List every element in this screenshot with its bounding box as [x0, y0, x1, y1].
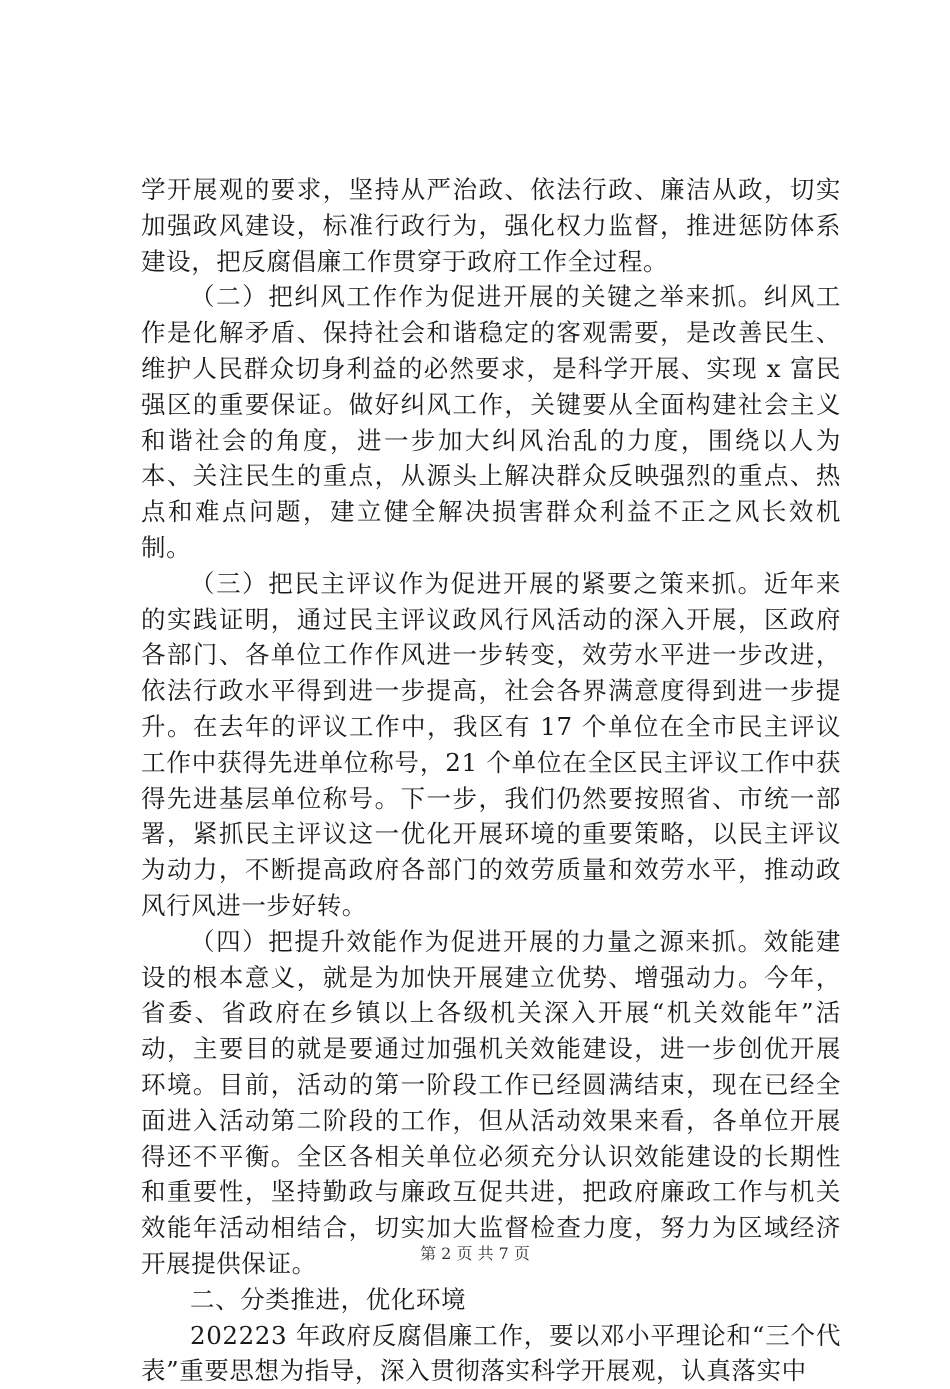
page-number-label: 第 2 页 共 7 页	[420, 1243, 530, 1265]
paragraph-section-3: （三）把民主评议作为促进开展的紧要之策来抓。近年来的实践证明，通过民主评议政风行风活动的深入开展，区政府各部门、各单位工作作风进一步转变，效劳水平进一步改进，依法行政水平得到进一步提高，社会各界满意度得到进一步提升。在去年的评议工作中，我区有 17 个单位在全市民主评议工作中获得先进单位称号，21 个单位在全区民主评议工作中获得先进基层单位称号。下一步，我们仍然要按照省、市统一部署，紧抓民主评议这一优化开展环境的重要策略，以民主评议为动力，不断提高政府各部门的效劳质量和效劳水平，推动政风行风进一步好转。	[141, 566, 841, 924]
paragraph-section-4: （四）把提升效能作为促进开展的力量之源来抓。效能建设的根本意义，就是为加快开展建立优势、增强动力。今年，省委、省政府在乡镇以上各级机关深入开展“机关效能年”活动，主要目的就是要通过加强机关效能建设，进一步创优开展环境。目前，活动的第一阶段工作已经圆满结束，现在已经全面进入活动第二阶段的工作，但从活动效果来看，各单位开展得还不平衡。全区各相关单位必须充分认识效能建设的长期性和重要性，坚持勤政与廉政互促共进，把政府廉政工作与机关效能年活动相结合，切实加大监督检查力度，努力为区域经济开展提供保证。	[141, 924, 841, 1282]
paragraph-intro: 202223 年政府反腐倡廉工作，要以邓小平理论和“三个代表”重要思想为指导，深入贯彻落实科学开展观，认真落实中	[141, 1318, 841, 1389]
paragraph-continuation: 学开展观的要求，坚持从严治政、依法行政、廉洁从政，切实加强政风建设，标准行政行为，强化权力监督，推进惩防体系建设，把反腐倡廉工作贯穿于政府工作全过程。	[141, 172, 841, 279]
paragraph-section-2: （二）把纠风工作作为促进开展的关键之举来抓。纠风工作是化解矛盾、保持社会和谐稳定的客观需要，是改善民生、维护人民群众切身利益的必然要求，是科学开展、实现 x 富民强区的重要保证。做好纠风工作，关键要从全面构建社会主义和谐社会的角度，进一步加大纠风治乱的力度，围绕以人为本、关注民生的重点，从源头上解决群众反映强烈的重点、热点和难点问题，建立健全解决损害群众利益不正之风长效机制。	[141, 279, 841, 565]
page-footer	[0, 1243, 950, 1265]
section-heading: 二、分类推进，优化环境	[141, 1282, 841, 1318]
document-body	[141, 172, 841, 1389]
